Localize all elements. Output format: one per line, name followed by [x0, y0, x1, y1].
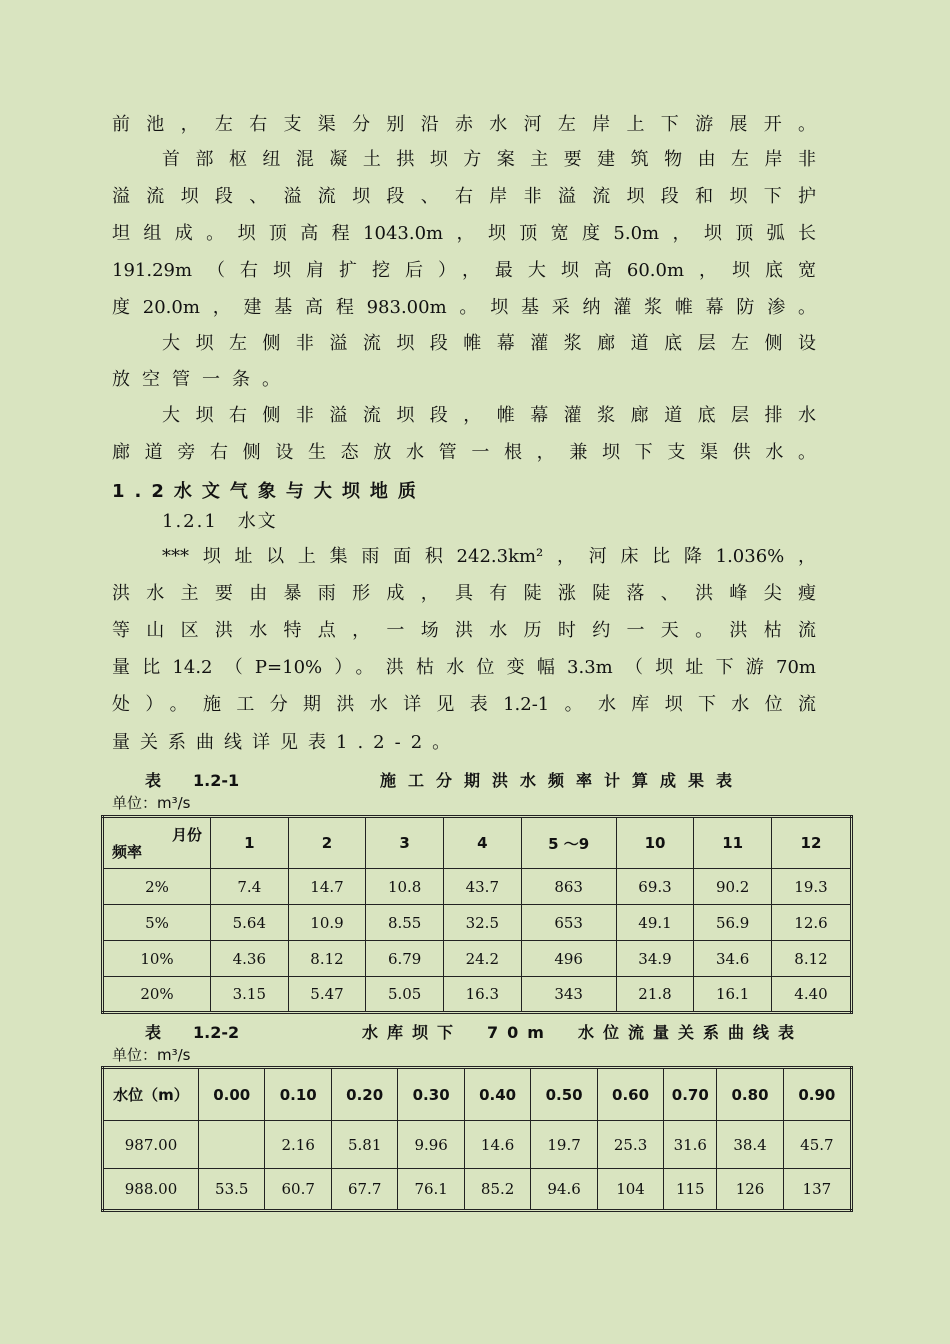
table-row [103, 977, 852, 1013]
table-cell: 90.2 [694, 869, 772, 905]
table2-number: 表 1.2-2 [145, 1023, 240, 1042]
table-cell: 21.8 [616, 977, 694, 1013]
text-line: 处）。施工分期洪水详见表1.2-1。水库坝下水位流 [112, 694, 816, 715]
table-cell: 137 [783, 1169, 851, 1211]
table-cell: 7.4 [211, 869, 289, 905]
text-line: 洪水主要由暴雨形成，具有陡涨陡落、洪峰尖瘦 [112, 583, 816, 604]
table-cell: 653 [521, 905, 616, 941]
water-level-discharge-table [101, 1066, 853, 1212]
table-cell: 2.16 [265, 1121, 331, 1169]
table-cell: 19.3 [771, 869, 851, 905]
table-cell: 5.81 [331, 1121, 397, 1169]
corner-frequency-label: 频率 [112, 843, 143, 861]
row-label: 987.00 [103, 1121, 199, 1169]
header-cell: 12 [771, 817, 851, 869]
table-cell: 8.12 [771, 941, 851, 977]
header-cell: 0.10 [265, 1068, 331, 1121]
corner-cell: 水位（m） [103, 1068, 199, 1121]
table-cell: 10.9 [288, 905, 366, 941]
text-line: 量比14.2（P=10%）。洪枯水位变幅3.3m（坝址下游70m [112, 657, 816, 678]
table-cell: 69.3 [616, 869, 694, 905]
table1-title: 施工分期洪水频率计算成果表 [380, 771, 745, 790]
table-cell: 496 [521, 941, 616, 977]
header-cell: 3 [366, 817, 444, 869]
text-line: 大坝右侧非溢流坝段，帷幕灌浆廊道底层排水 [162, 405, 816, 426]
table-cell: 24.2 [443, 941, 521, 977]
table-cell: 45.7 [783, 1121, 851, 1169]
table-row [103, 869, 852, 905]
table1-number: 表 1.2-1 [145, 771, 240, 790]
header-cell: 0.30 [398, 1068, 464, 1121]
table-cell: 67.7 [331, 1169, 397, 1211]
table2-title: 水库坝下 70m 水位流量关系曲线表 [362, 1023, 803, 1042]
table-cell: 34.9 [616, 941, 694, 977]
text-line: 大坝左侧非溢流坝段帷幕灌浆廊道底层左侧设 [162, 333, 816, 354]
table-cell: 85.2 [464, 1169, 530, 1211]
row-label: 988.00 [103, 1169, 199, 1211]
table-cell: 60.7 [265, 1169, 331, 1211]
header-cell: 11 [694, 817, 772, 869]
table-cell: 126 [717, 1169, 783, 1211]
header-cell: 0.90 [783, 1068, 851, 1121]
table-cell: 14.7 [288, 869, 366, 905]
header-cell: 0.70 [664, 1068, 717, 1121]
text-line: 度20.0m，建基高程983.00m。坝基采纳灌浆帷幕防渗。 [112, 297, 816, 318]
row-label: 5% [103, 905, 211, 941]
header-cell: 10 [616, 817, 694, 869]
table-cell: 34.6 [694, 941, 772, 977]
text-line: 前池，左右支渠分别沿赤水河左岸上下游展开。 [112, 114, 816, 135]
table2-unit: 单位：m³/s [112, 1046, 191, 1064]
header-cell: 0.80 [717, 1068, 783, 1121]
table-cell: 25.3 [597, 1121, 663, 1169]
text-line: 191.29m（右坝肩扩挖后），最大坝高60.0m，坝底宽 [112, 260, 816, 281]
table-cell: 38.4 [717, 1121, 783, 1169]
header-cell: 4 [443, 817, 521, 869]
table-cell: 94.6 [531, 1169, 597, 1211]
table-cell: 12.6 [771, 905, 851, 941]
table-cell: 863 [521, 869, 616, 905]
table-row [103, 905, 852, 941]
corner-cell [103, 817, 211, 869]
table-cell: 31.6 [664, 1121, 717, 1169]
text-line: 放空管一条。 [112, 369, 292, 390]
table-cell: 9.96 [398, 1121, 464, 1169]
header-cell: 0.60 [597, 1068, 663, 1121]
text-line: ***坝址以上集雨面积242.3km²，河床比降1.036%， [162, 546, 816, 567]
text-line: 量关系曲线详见表1.2-2。 [112, 732, 461, 753]
table-cell: 10.8 [366, 869, 444, 905]
table-cell: 32.5 [443, 905, 521, 941]
header-cell: 0.40 [464, 1068, 530, 1121]
table-cell: 16.3 [443, 977, 521, 1013]
table-row [103, 1121, 852, 1169]
table-cell: 76.1 [398, 1169, 464, 1211]
table-row [103, 1169, 852, 1211]
table-cell: 3.15 [211, 977, 289, 1013]
section-heading: 1.2水文气象与大坝地质 [112, 481, 426, 502]
row-label: 2% [103, 869, 211, 905]
text-line: 首部枢纽混凝土拱坝方案主要建筑物由左岸非 [162, 149, 816, 170]
table-row [103, 941, 852, 977]
text-line: 廊道旁右侧设生态放水管一根，兼坝下支渠供水。 [112, 442, 816, 463]
row-label: 10% [103, 941, 211, 977]
table-cell: 8.12 [288, 941, 366, 977]
table-cell: 16.1 [694, 977, 772, 1013]
table-cell: 43.7 [443, 869, 521, 905]
table-cell: 5.64 [211, 905, 289, 941]
table-cell: 343 [521, 977, 616, 1013]
header-cell: 2 [288, 817, 366, 869]
subsection-heading: 1.2.1 水文 [162, 511, 278, 532]
header-cell: 5 ～9 [521, 817, 616, 869]
table-cell: 5.05 [366, 977, 444, 1013]
table-cell: 56.9 [694, 905, 772, 941]
corner-month-label: 月份 [171, 826, 202, 844]
table-cell: 4.36 [211, 941, 289, 977]
table-cell: 5.47 [288, 977, 366, 1013]
flood-frequency-table [101, 815, 853, 1014]
table-header-row [103, 1068, 852, 1121]
table-cell: 6.79 [366, 941, 444, 977]
table-cell: 49.1 [616, 905, 694, 941]
header-cell: 0.50 [531, 1068, 597, 1121]
header-cell: 0.00 [199, 1068, 265, 1121]
text-line: 溢流坝段、溢流坝段、右岸非溢流坝段和坝下护 [112, 186, 816, 207]
text-line: 坦组成。坝顶高程1043.0m，坝顶宽度5.0m，坝顶弧长 [112, 223, 816, 244]
table-cell: 53.5 [199, 1169, 265, 1211]
table-cell: 104 [597, 1169, 663, 1211]
table1-unit: 单位：m³/s [112, 794, 191, 812]
table-cell [199, 1121, 265, 1169]
header-cell: 1 [211, 817, 289, 869]
table-cell: 8.55 [366, 905, 444, 941]
row-label: 20% [103, 977, 211, 1013]
table-cell: 19.7 [531, 1121, 597, 1169]
table-cell: 14.6 [464, 1121, 530, 1169]
table-cell: 115 [664, 1169, 717, 1211]
table-header-row [103, 817, 852, 869]
header-cell: 0.20 [331, 1068, 397, 1121]
text-line: 等山区洪水特点，一场洪水历时约一天。洪枯流 [112, 620, 816, 641]
table-cell: 4.40 [771, 977, 851, 1013]
